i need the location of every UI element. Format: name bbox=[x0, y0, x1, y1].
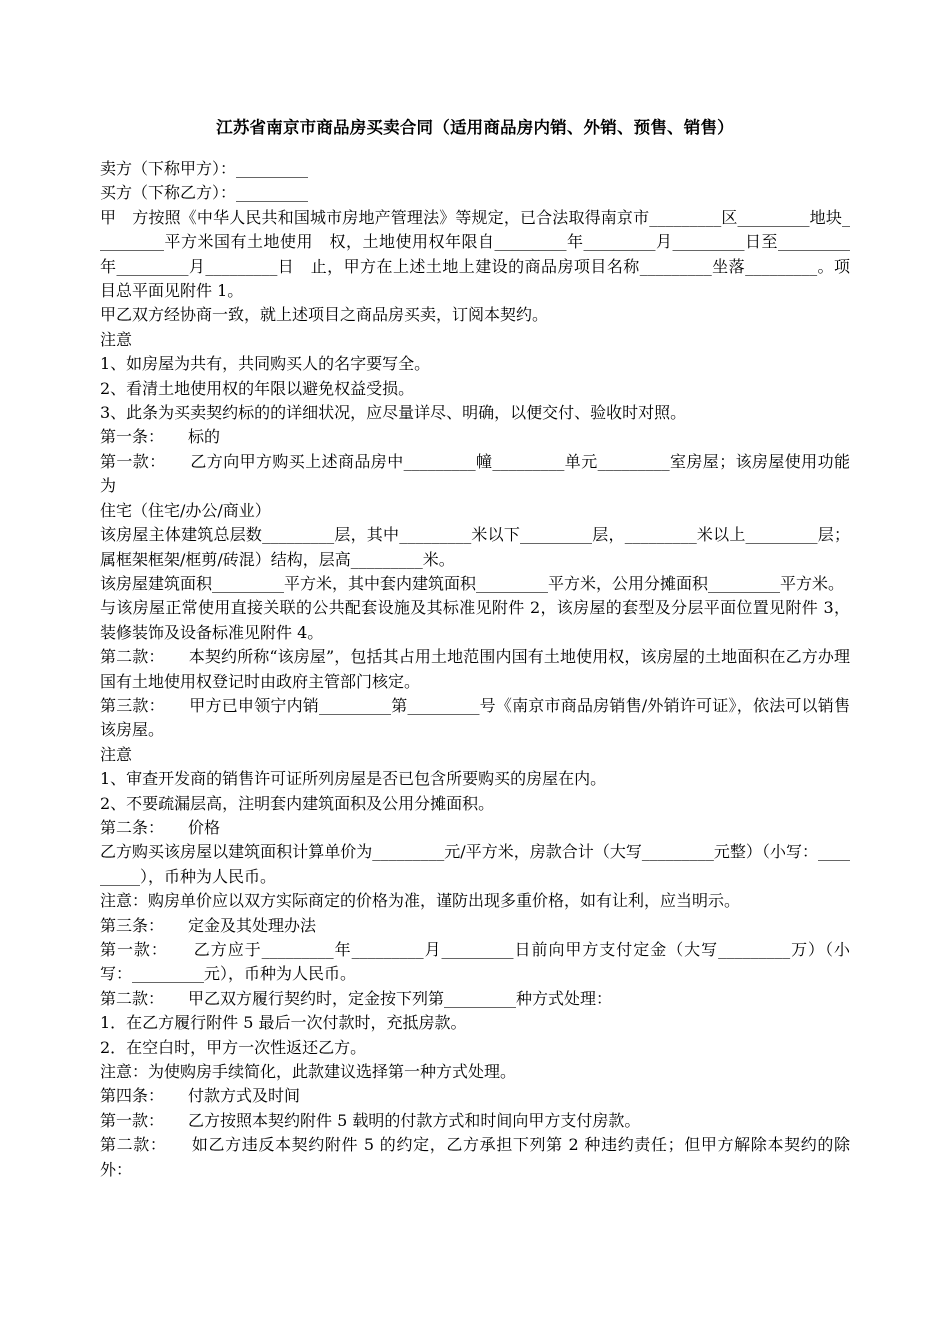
note-item: 1、审查开发商的销售许可证所列房屋是否已包含所要购买的房屋在内。 bbox=[100, 769, 607, 789]
clause: 第一款： 乙方应于_________年_________月_________日前向甲方支付定金（大写_________万）（小写：_________元），币种为人民币。 bbox=[100, 940, 850, 984]
note-item: 3、此条为买卖契约标的的详细状况，应尽量详尽、明确，以便交付、验收时对照。 bbox=[100, 403, 687, 423]
preamble: 甲 方按照《中华人民共和国城市房地产管理法》等规定，已合法取得南京市_________区_________地块_________平方米国有土地使用 权，土地使用权年限自_________年_________月_________日至_________年_________月_________日 止，甲方在上述土地上建设的商品房项目名称_________坐落_________。项目总平面见附件 1。 bbox=[100, 207, 850, 301]
clause-text: 1．在乙方履行附件 5 最后一次付款时，充抵房款。 bbox=[100, 1013, 467, 1033]
article-heading: 第二条： 价格 bbox=[100, 817, 221, 837]
note-heading: 注意 bbox=[100, 329, 133, 349]
note-item: 2、看清土地使用权的年限以避免权益受损。 bbox=[100, 378, 415, 398]
document-title: 江苏省南京市商品房买卖合同（适用商品房内销、外销、预售、销售） bbox=[216, 118, 734, 137]
clause-text: 住宅（住宅/办公/商业） bbox=[100, 500, 271, 520]
note-heading: 注意 bbox=[100, 744, 133, 764]
clause: 第三款： 甲方已申领宁内销_________第_________号《南京市商品房销售/外销许可证》，依法可以销售该房屋。 bbox=[100, 695, 850, 740]
agreement-statement: 甲乙双方经协商一致，就上述项目之商品房买卖，订阅本契约。 bbox=[100, 305, 549, 325]
note-item: 1、如房屋为共有，共同购买人的名字要写全。 bbox=[100, 354, 431, 374]
article-heading: 第三条： 定金及其处理办法 bbox=[100, 915, 317, 935]
note-item: 2、不要疏漏层高，注明套内建筑面积及公用分摊面积。 bbox=[100, 793, 495, 813]
article-heading: 第四条： 付款方式及时间 bbox=[100, 1086, 301, 1106]
clause: 第二款： 本契约所称“该房屋”，包括其占用土地范围内国有土地使用权，该房屋的土地面积在乙方办理国有土地使用权登记时由政府主管部门核定。 bbox=[100, 647, 850, 691]
clause-text: 该房屋建筑面积_________平方米，其中套内建筑面积_________平方米，公用分摊面积_________平方米。 bbox=[100, 573, 845, 593]
clause-text: 乙方购买该房屋以建筑面积计算单价为_________元/平方米，房款合计（大写_________元整）（小写：_________），币种为人民币。 bbox=[100, 842, 850, 886]
party-seller: 卖方（下称甲方）：_________ bbox=[100, 159, 309, 178]
article-heading: 第一条： 标的 bbox=[100, 427, 221, 447]
document-page bbox=[100, 0, 850, 1344]
note-item: 注意：为使购房手续简化，此款建议选择第一种方式处理。 bbox=[100, 1062, 517, 1082]
clause: 第二款： 甲乙双方履行契约时，定金按下列第_________种方式处理： bbox=[100, 988, 613, 1008]
clause: 第一款： 乙方按照本契约附件 5 载明的付款方式和时间向甲方支付房款。 bbox=[100, 1110, 641, 1130]
clause-text: 2．在空白时，甲方一次性返还乙方。 bbox=[100, 1037, 367, 1057]
clause-text: 与该房屋正常使用直接关联的公共配套设施及其标准见附件 2，该房屋的套型及分层平面位置见附件 3，装修装饰及设备标准见附件 4。 bbox=[100, 598, 850, 642]
clause: 第一款： 乙方向甲方购买上述商品房中_________幢_________单元_________室房屋；该房屋使用功能为 bbox=[100, 451, 850, 496]
clause-text: 该房屋主体建筑总层数_________层，其中_________米以下_________层，_________米以上_________层；属框架框架/框剪/砖混）结构，层高_________米。 bbox=[100, 525, 850, 569]
note-item: 注意：购房单价应以双方实际商定的价格为准，谨防出现多重价格，如有让利，应当明示。 bbox=[100, 891, 741, 911]
party-buyer: 买方（下称乙方）：_________ bbox=[100, 183, 309, 203]
clause: 第二款： 如乙方违反本契约附件 5 的约定，乙方承担下列第 2 种违约责任；但甲方解除本契约的除外： bbox=[100, 1135, 850, 1179]
document-body bbox=[100, 157, 850, 1182]
